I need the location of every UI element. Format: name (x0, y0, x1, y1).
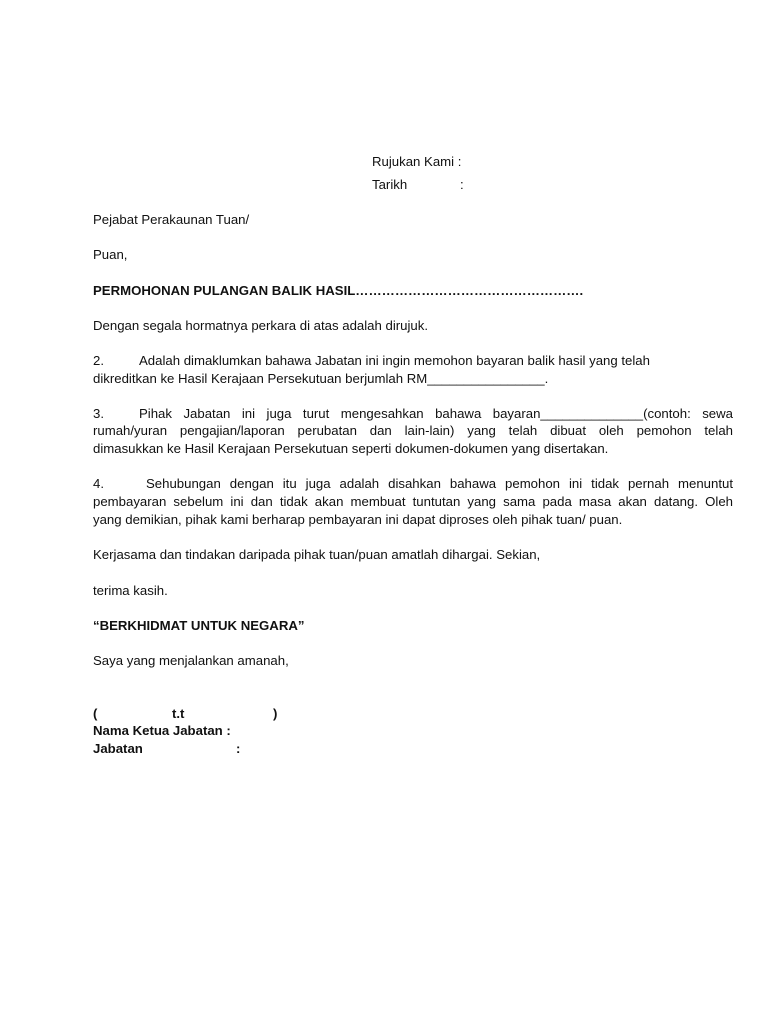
closing-trust: Saya yang menjalankan amanah, (93, 653, 289, 668)
recipient-salutation: Puan, (93, 247, 128, 262)
closing-cooperation: Kerjasama dan tindakan daripada pihak tuan/puan amatlah dihargai. Sekian, (93, 547, 541, 562)
para3-line2: rumah/yuran pengajian/laporan perubatan dan lain-lain) yang telah dibuat oleh pemohon telah (93, 423, 733, 438)
signature-close-paren: ) (273, 706, 278, 721)
tarikh-label: Tarikh (372, 177, 408, 192)
intro-paragraph: Dengan segala hormatnya perkara di atas adalah dirujuk. (93, 318, 429, 333)
para3-line3: dimasukkan ke Hasil Kerajaan Persekutuan seperti dokumen-dokumen yang disertakan. (93, 441, 609, 456)
reference-rujukan (372, 153, 461, 170)
para4-line2: pembayaran sebelum ini dan tidak akan membuat tuntutan yang sama pada masa akan datang. Oleh (93, 494, 733, 509)
para4-line3: yang demikian, pihak kami berharap pembayaran ini dapat diproses oleh pihak tuan/ puan. (93, 512, 623, 527)
letter-subject: PERMOHONAN PULANGAN BALIK HASIL……………………………………………. (93, 283, 584, 298)
para2-line1: Adalah dimaklumkan bahawa Jabatan ini ingin memohon bayaran balik hasil yang telah (139, 353, 650, 368)
para2-number: 2. (93, 353, 104, 368)
signature-tt: t.t (172, 706, 185, 721)
para4-number: 4. (93, 476, 104, 491)
para4-line1: Sehubungan dengan itu juga adalah disahkan bahawa pemohon ini tidak pernah menuntut (146, 476, 733, 491)
para2-line2: dikreditkan ke Hasil Kerajaan Persekutuan berjumlah RM________________. (93, 371, 549, 386)
para3-number: 3. (93, 406, 104, 421)
signature-name-label: Nama Ketua Jabatan : (93, 723, 231, 738)
closing-thanks: terima kasih. (93, 583, 168, 598)
recipient-office: Pejabat Perakaunan Tuan/ (93, 212, 250, 227)
closing-motto: “BERKHIDMAT UNTUK NEGARA” (93, 618, 305, 633)
rujukan-label: Rujukan Kami : (372, 154, 462, 169)
para3-line1: Pihak Jabatan ini juga turut mengesahkan bahawa bayaran______________(contoh: sewa (139, 406, 733, 421)
signature-dept-label: Jabatan (93, 741, 143, 756)
reference-tarikh (372, 176, 407, 193)
signature-open-paren: ( (93, 706, 98, 721)
tarikh-colon: : (460, 177, 464, 192)
signature-dept-colon: : (236, 741, 241, 756)
